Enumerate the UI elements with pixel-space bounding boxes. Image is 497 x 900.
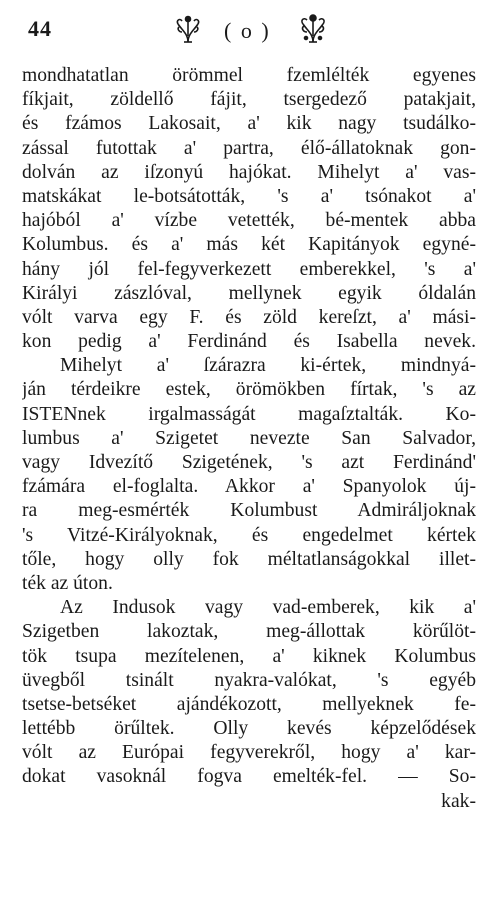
text-line: mondhatatlan örömmel fzemlélték egyenes [22, 65, 476, 86]
text-line: Szigetben lakoztak, meg-állottak körűlöt- [22, 621, 476, 643]
text-line: fíkjait, zöldellő fájit, tsergedező patakjait, [22, 89, 476, 111]
text-line: Mihelyt a' ſzárazra ki-értek, mindnyá- [60, 355, 476, 377]
text-line: dolván az iſzonyú hajókat. Mihelyt a' vas- [22, 161, 476, 183]
text-line: ték az úton. [22, 572, 113, 594]
text-line: 's Vitzé-Királyoknak, és engedelmet kértek [22, 524, 476, 546]
text-line: matskákat le-botsátották, 's a' tsónakot a' [22, 185, 476, 207]
floral-vignette-icon [296, 12, 330, 46]
floral-vignette-icon [172, 14, 204, 46]
text-line: vagy Idvezítő Szigetének, 's azt Ferdinánd' [22, 452, 476, 473]
text-line: tsetse-betséket ajándékozott, mellyeknek fe- [22, 693, 476, 715]
page-header [24, 8, 464, 54]
page-number: 44 [28, 16, 52, 41]
text-line: Kolumbus. és a' más két Kapitányok egyné- [22, 234, 476, 256]
text-line: tőle, hogy olly fok méltatlanságokkal illet- [22, 548, 476, 570]
text-line: üvegből tsinált nyakra-valókat, 's egyéb [22, 669, 476, 691]
text-line: Királyi zászlóval, mellynek egyik óldalán [22, 282, 476, 304]
text-line: ISTENnek irgalmasságát magaſztalták. Ko- [22, 403, 476, 425]
text-line: hány jól fel-fegyverkezett emberekkel, 's a' [22, 258, 476, 280]
text-line: fzámára el-foglalta. Akkor a' Spanyolok új- [22, 476, 476, 498]
text-line: hajóból a' vízbe vetették, bé-mentek abba [22, 210, 476, 232]
paragraph [22, 64, 476, 354]
text-line: ra meg-esmérték Kolumbust Admiráljoknak [22, 500, 476, 522]
catchword: kak- [441, 790, 476, 812]
paragraph [22, 354, 476, 596]
text-line: vólt varva egy F. és zöld kereſzt, a' mási- [22, 306, 476, 328]
body-text [22, 64, 476, 814]
text-line: ján térdeikre estek, örömökben fírtak, 's az [22, 379, 476, 401]
text-line: dokat vasoknál fogva emelték-fel. — So- [22, 766, 476, 788]
text-line: tök tsupa mezítelenen, a' kiknek Kolumbus [22, 645, 476, 667]
text-line: lettébb örűltek. Olly kevés képzelődések [22, 718, 476, 740]
header-mark: ( o ) [224, 18, 271, 43]
text-line: vólt az Európai fegyverekről, hogy a' kar- [22, 742, 476, 764]
text-line: Az Indusok vagy vad-emberek, kik a' [60, 597, 476, 619]
text-line: lumbus a' Szigetet nevezte San Salvador, [22, 427, 476, 449]
text-line: kon pedig a' Ferdinánd és Isabella nevek. [22, 331, 476, 353]
text-line: zással futottak a' partra, élő-állatoknak gon- [22, 137, 476, 159]
text-line: és fzámos Lakosait, a' kik nagy tsudálko- [22, 113, 476, 135]
paragraph [22, 596, 476, 814]
